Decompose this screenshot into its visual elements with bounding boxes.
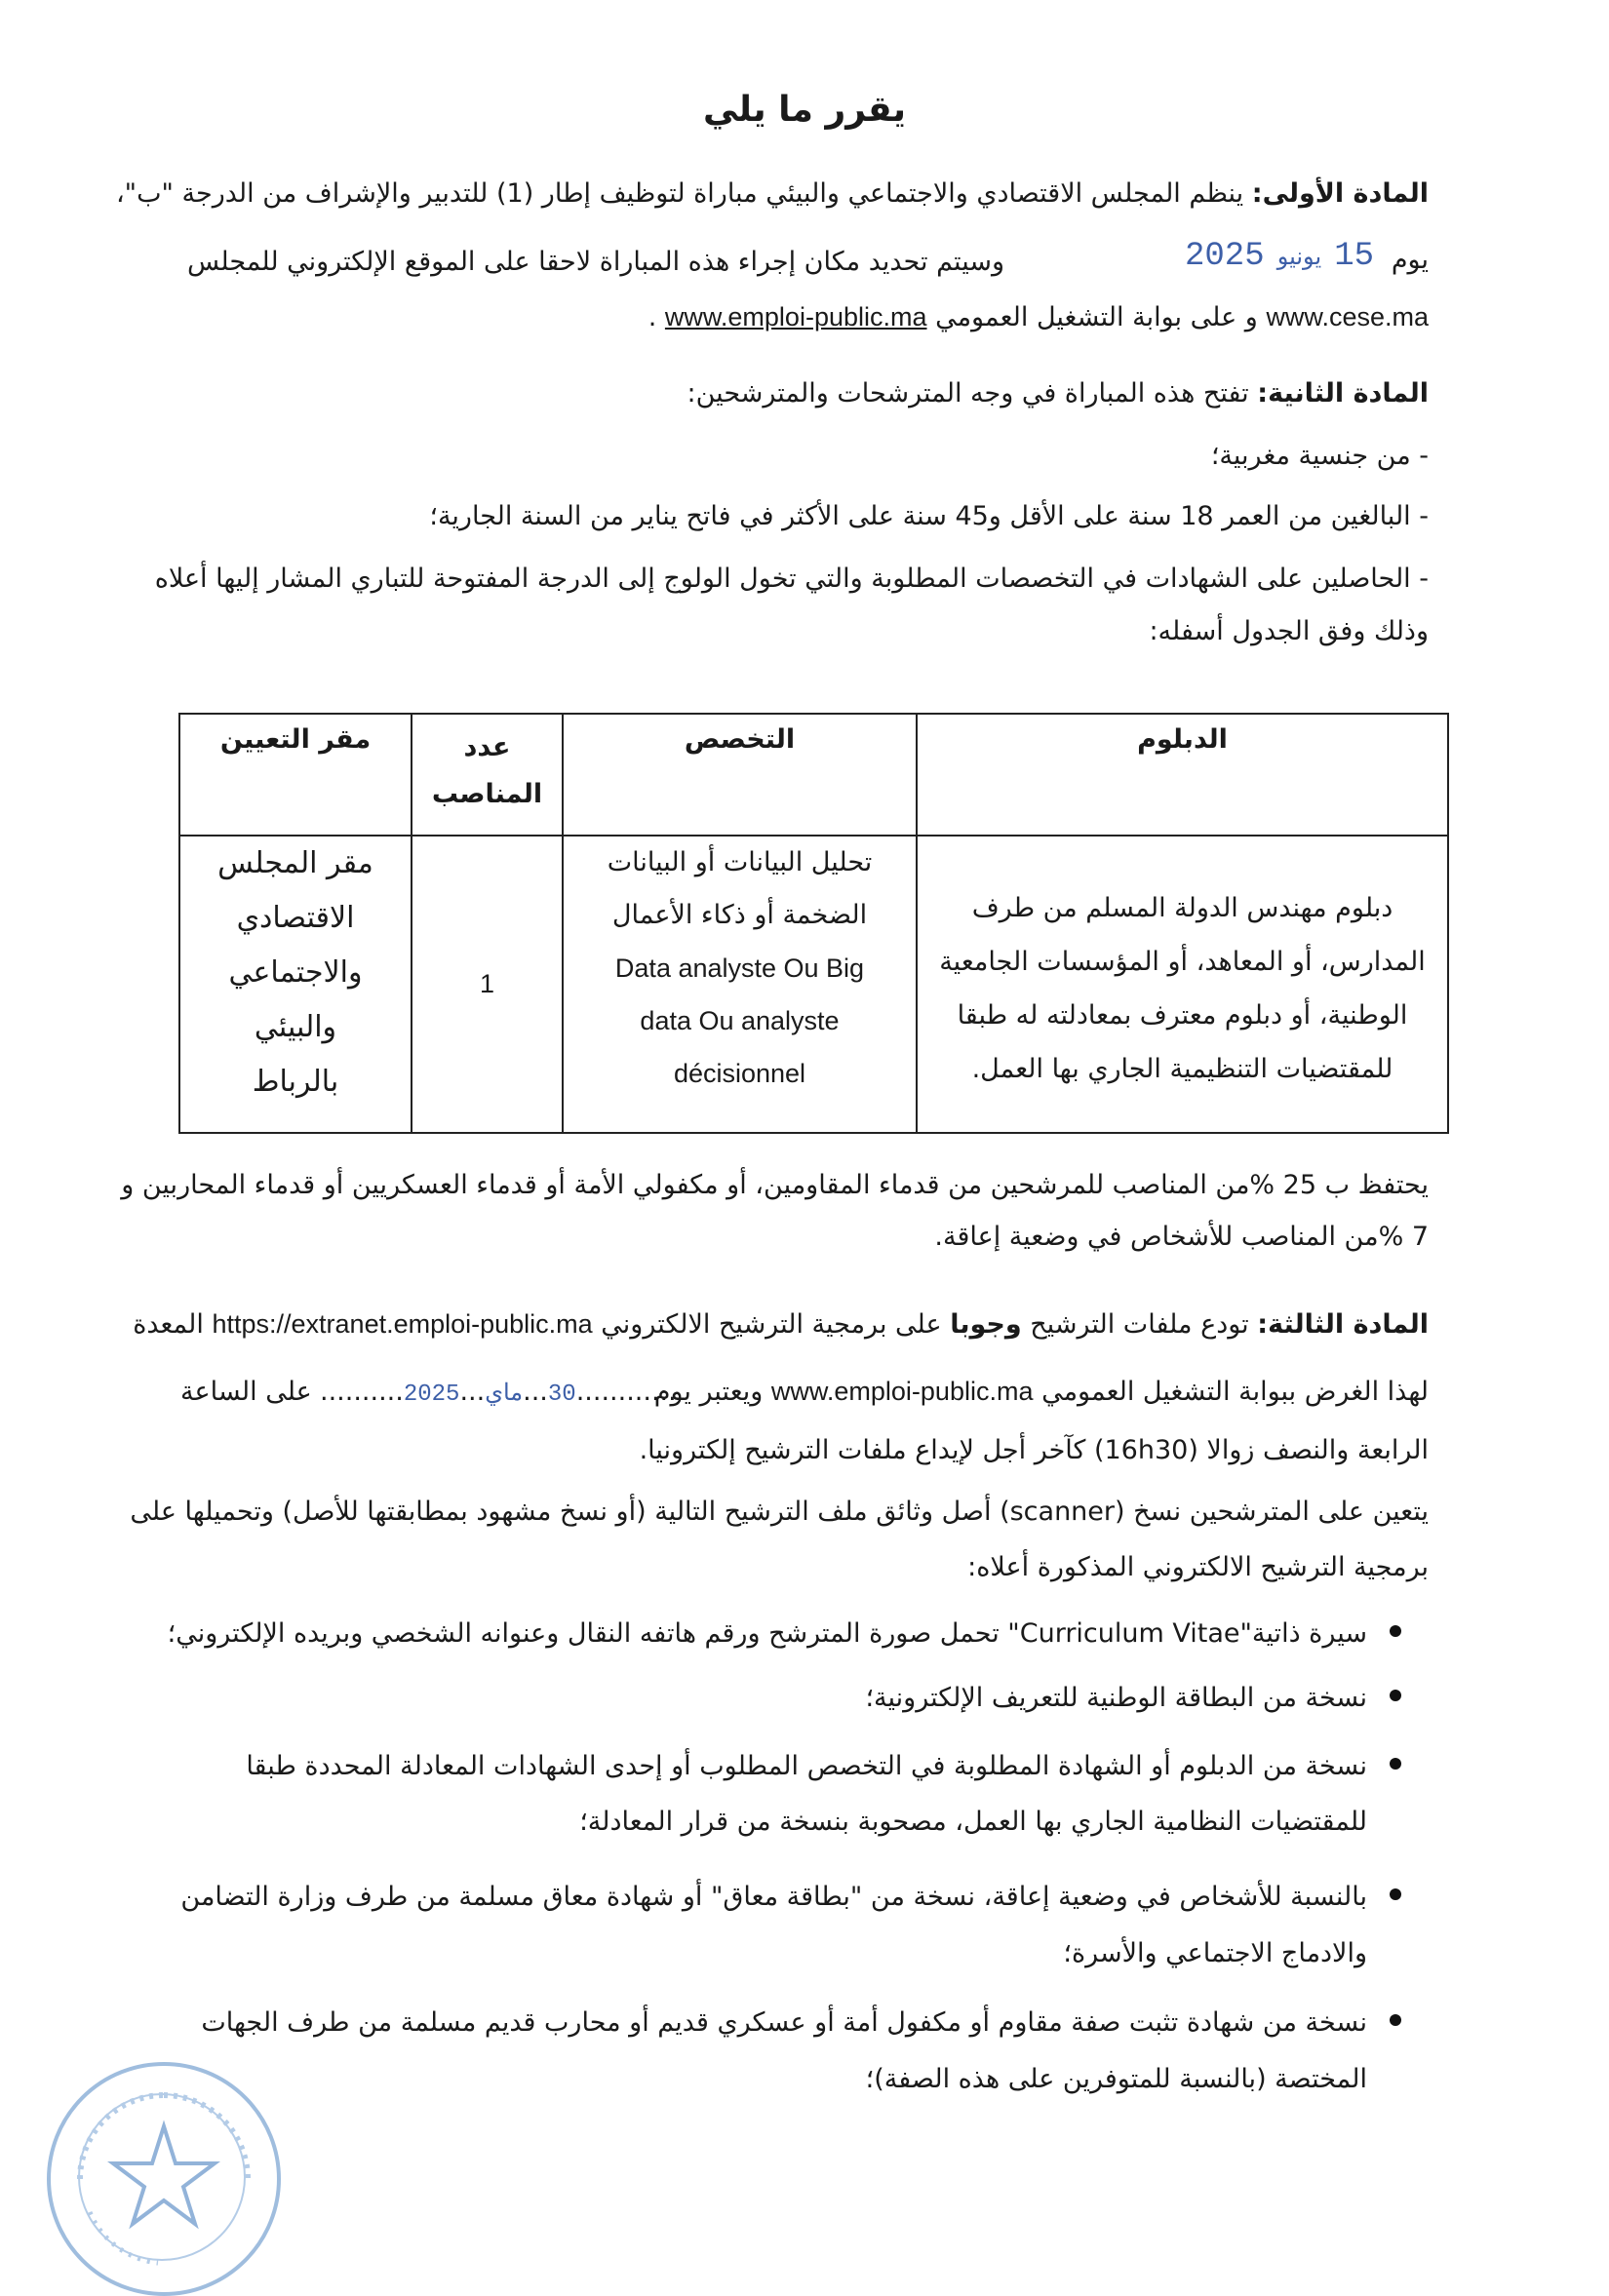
article3-label: المادة الثالثة:: [1257, 1309, 1429, 1340]
list-item-cont: المختصة (بالنسبة للمتوفرين على هذه الصفة)؛: [865, 2064, 1367, 2094]
article2-intro: المادة الثانية: تفتح هذه المباراة في وجه المترشحات والمترشحين:: [687, 378, 1429, 409]
extranet-url: https://extranet.emploi-public.ma: [212, 1309, 593, 1339]
article1-line1: [116, 178, 1429, 209]
official-stamp: [47, 2062, 281, 2296]
article3-line2-c: على الساعة: [180, 1377, 312, 1407]
site-cese: www.cese.ma: [1266, 302, 1429, 331]
article3-line1: المادة الثالثة: تودع ملفات الترشيح وجوبا على برمجية الترشيح الالكتروني https://extranet.emploi-public.ma المعدة: [133, 1309, 1429, 1340]
table-header-row: [179, 714, 1448, 836]
condition-nationality: - من جنسية مغربية؛: [1210, 441, 1429, 471]
article1-line3: www.cese.ma و على بوابة التشغيل العمومي www.emploi-public.ma .: [648, 302, 1429, 332]
bullet-dot: [1390, 1690, 1401, 1701]
header-posts: عدد المناصب: [412, 714, 563, 836]
condition-table-ref: وذلك وفق الجدول أسفله:: [1149, 616, 1429, 646]
cell-location: مقر المجلس الاقتصادي والاجتماعي والبيئي بالرباط: [179, 836, 412, 1133]
reserve-line1: يحتفظ ب 25 %من المناصب للمرشحين من قدماء المقاومين، أو مكفولي الأمة أو قدماء العسكريين أو قدماء المحاربين و: [121, 1170, 1429, 1200]
handwritten-date: 2025 يونيو 15: [1185, 238, 1375, 275]
list-item-cont: والادماج الاجتماعي والأسرة؛: [1063, 1938, 1367, 1968]
bullet-dot: [1390, 1888, 1401, 1900]
condition-diploma: - الحاصلين على الشهادات في التخصصات المطلوبة والتي تخول الولوج إلى الدرجة المفتوحة للتباري المشار إليها أعلاه: [154, 564, 1429, 594]
cell-posts: 1: [412, 836, 563, 1133]
article1-text2: وسيتم تحديد مكان إجراء هذه المباراة لاحقا على الموقع الإلكتروني للمجلس: [186, 247, 1004, 277]
reserve-line2: 7 %من المناصب للأشخاص في وضعية إعاقة.: [934, 1222, 1429, 1252]
list-item: نسخة من البطاقة الوطنية للتعريف الإلكترونية؛: [865, 1683, 1367, 1713]
page-title: يقرر ما يلي: [702, 90, 907, 130]
star-seal-icon: [51, 2066, 277, 2292]
site-emploi-public: www.emploi-public.ma: [664, 302, 927, 331]
article1-text1: ينظم المجلس الاقتصادي والاجتماعي والبيئي مباراة لتوظيف إطار (1) للتدبير والإشراف من الدرجة "ب"،: [115, 178, 1244, 209]
article2-label: المادة الثانية:: [1257, 378, 1429, 409]
header-location: مقر التعيين: [179, 714, 412, 836]
article1-label: المادة الأولى:: [1251, 178, 1429, 209]
list-item: نسخة من شهادة تثبت صفة مقاوم أو مكفول أمة أو عسكري قديم أو محارب قديم مسلمة من طرف الجهات: [201, 2007, 1367, 2038]
cell-diploma: دبلوم مهندس الدولة المسلم من طرف المدارس، أو المعاهد، أو المؤسسات الجامعية الوطنية، أو دبلوم معترف بمعادلته له طبقا للمقتضيات التنظيمية الجاري بها العمل.: [917, 836, 1448, 1133]
list-item-cont: للمقتضيات النظامية الجاري بها العمل، مصحوبة بنسخة من قرار المعادلة؛: [579, 1807, 1367, 1837]
header-diploma: الدبلوم: [917, 714, 1448, 836]
article1-day: يوم: [1391, 245, 1429, 275]
header-specialty: التخصص: [563, 714, 917, 836]
deadline-date: ..........2025...ماي...30............: [320, 1377, 677, 1408]
cell-specialty: تحليل البيانات أو البيانات الضخمة أو ذكاء الأعمال Data analyste Ou Big data Ou analyste décisionnel: [563, 836, 917, 1133]
article3-para2-line2: برمجية الترشيح الالكتروني المذكورة أعلاه:: [967, 1552, 1429, 1582]
bullet-dot: [1390, 2014, 1401, 2026]
bullet-dot: [1390, 1625, 1401, 1637]
condition-age: - البالغين من العمر 18 سنة على الأقل و45 سنة على الأكثر في فاتح يناير من السنة الجارية؛: [429, 501, 1429, 531]
article3-para2-line1: يتعين على المترشحين نسخ (scanner) أصل وثائق ملف الترشيح التالية (أو نسخ مشهود بمطابقتها للأصل) وتحميلها على: [130, 1497, 1429, 1527]
list-item: سيرة ذاتية"Curriculum Vitae" تحمل صورة المترشح ورقم هاتفه النقال وعنوانه الشخصي وبريده الإلكتروني؛: [167, 1618, 1367, 1649]
article3-line2-a: لهذا الغرض ببوابة التشغيل العمومي www.emploi-public.ma ويعتبر يوم: [653, 1377, 1429, 1407]
bullet-dot: [1390, 1758, 1401, 1770]
article3-line3: الرابعة والنصف زوالا (16h30) كآخر أجل لإيداع ملفات الترشيح إلكترونيا.: [639, 1435, 1429, 1465]
list-item: نسخة من الدبلوم أو الشهادة المطلوبة في التخصص المطلوب أو إحدى الشهادات المعادلة المحددة طبقا: [246, 1751, 1367, 1781]
positions-table: [178, 713, 1449, 1134]
list-item: بالنسبة للأشخاص في وضعية إعاقة، نسخة من "بطاقة معاق" أو شهادة معاق مسلمة من طرف وزارة التضامن: [180, 1882, 1367, 1912]
table-row: [179, 836, 1448, 1133]
